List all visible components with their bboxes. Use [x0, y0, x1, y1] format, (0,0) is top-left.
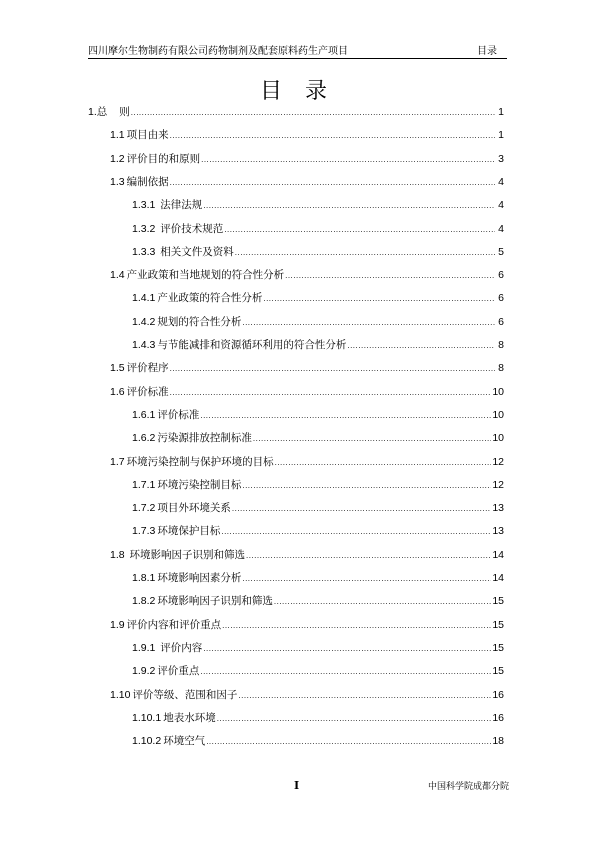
- toc-entry-number: 1.6: [110, 385, 125, 398]
- toc-entry[interactable]: [88, 663, 504, 679]
- toc-entry-page: 6: [498, 269, 504, 282]
- toc-entry-number: 1.5: [110, 362, 125, 375]
- toc-entry-page: 10: [492, 432, 504, 445]
- toc-entry[interactable]: [88, 547, 504, 563]
- toc-leader-dots: [242, 478, 491, 494]
- toc-leader-dots: [242, 315, 495, 331]
- toc-entry[interactable]: [88, 174, 504, 190]
- toc-entry[interactable]: [88, 733, 504, 749]
- toc-entry-title: 与节能减排和资源循环利用的符合性分析: [157, 339, 347, 351]
- toc-entry[interactable]: [88, 617, 504, 633]
- toc-leader-dots: [203, 641, 491, 657]
- toc-entry-page: 18: [492, 735, 504, 748]
- toc-entry-page: 4: [498, 175, 504, 188]
- toc-entry-number: 1.10: [110, 688, 131, 701]
- toc-entry-title: 环境影响因子识别和筛选: [157, 595, 273, 608]
- toc-leader-dots: [203, 198, 495, 214]
- toc-entry[interactable]: [88, 314, 504, 330]
- toc-entry-title: 产业政策的符合性分析: [157, 292, 263, 305]
- toc-leader-dots: [224, 222, 495, 238]
- toc-entry-page: 13: [492, 502, 504, 515]
- toc-entry-page: 10: [492, 385, 504, 398]
- toc-entry-title: 相关文件及资料: [160, 245, 234, 258]
- toc-entry[interactable]: [88, 127, 504, 143]
- toc-leader-dots: [131, 105, 495, 121]
- toc-leader-dots: [347, 338, 495, 354]
- toc-entry-page: 15: [492, 618, 504, 631]
- toc-entry-title: 环境影响因素分析: [157, 572, 242, 584]
- toc-entry-page: 16: [492, 711, 504, 724]
- toc-entry-page: 8: [498, 362, 504, 375]
- toc-entry-title: 评价目的和原则: [126, 152, 201, 165]
- toc-entry[interactable]: [88, 407, 504, 423]
- toc-entry[interactable]: [88, 290, 504, 306]
- toc-entry-number: 1.3: [110, 175, 125, 188]
- toc-entry-number: 1.3.1: [132, 199, 159, 212]
- toc-entry-number: 1.9.1: [132, 641, 159, 654]
- toc-leader-dots: [201, 152, 495, 168]
- toc-leader-dots: [200, 664, 491, 680]
- toc-entry-page: 15: [492, 665, 504, 678]
- toc-entry-number: 1.8.1: [132, 572, 156, 584]
- toc-entry-page: 13: [492, 525, 504, 538]
- toc-entry-number: 1.9: [110, 618, 125, 631]
- toc-entry-page: 5: [498, 245, 504, 258]
- toc-entry-page: 16: [492, 688, 504, 701]
- toc-entry-page: 3: [498, 152, 504, 165]
- toc-entry-page: 4: [498, 222, 504, 235]
- toc-entry-number: 1.4.1: [132, 292, 156, 305]
- toc-entry[interactable]: [88, 197, 504, 213]
- toc-entry-number: 1.4.3: [132, 339, 156, 351]
- toc-entry-title: 编制依据: [126, 175, 169, 188]
- header-section-label: 目录: [477, 46, 497, 57]
- toc-leader-dots: [235, 245, 495, 261]
- toc-entry-page: 1: [498, 129, 504, 142]
- toc-entry-number: 1.2: [110, 152, 125, 165]
- toc-entry-title: 评价技术规范: [160, 222, 224, 235]
- toc-entry[interactable]: [88, 640, 504, 656]
- toc-entry-page: 8: [498, 339, 504, 351]
- toc-entry[interactable]: [88, 500, 504, 516]
- page-title: 目 录: [260, 79, 335, 104]
- toc-entry[interactable]: [88, 384, 504, 400]
- toc-entry-title: 项目外环境关系: [157, 502, 231, 515]
- toc-entry[interactable]: [88, 244, 504, 260]
- toc-entry-number: 1.7: [110, 455, 125, 468]
- toc-entry-title: 规划的符合性分析: [157, 315, 242, 328]
- toc-leader-dots: [263, 291, 495, 307]
- toc-entry-number: 1.总: [88, 106, 108, 118]
- toc-entry-page: 15: [492, 595, 504, 608]
- toc-entry-number: 1.4.2: [132, 315, 156, 328]
- toc-entry[interactable]: [88, 710, 504, 726]
- toc-entry-title: 评价内容和评价重点: [126, 618, 222, 631]
- toc-entry[interactable]: [88, 687, 504, 703]
- toc-entry-title: 环境污染控制目标: [157, 478, 242, 491]
- toc-entry-page: 4: [498, 199, 504, 212]
- toc-entry-title: 评价标准: [126, 385, 169, 398]
- toc-leader-dots: [238, 688, 491, 704]
- toc-entry-number: 1.7.2: [132, 502, 156, 515]
- toc-entry-page: 1: [498, 106, 504, 118]
- toc-entry-number: 1.10.2: [132, 735, 162, 748]
- toc-leader-dots: [217, 711, 492, 727]
- toc-entry-page: 6: [498, 315, 504, 328]
- toc-entry-number: 1.7.3: [132, 525, 156, 538]
- toc-entry-title: 法律法规: [160, 199, 203, 212]
- toc-entry[interactable]: [88, 221, 504, 237]
- toc-entry[interactable]: [88, 360, 504, 376]
- toc-leader-dots: [242, 571, 491, 587]
- toc-entry-number: 1.3.2: [132, 222, 159, 235]
- toc-leader-dots: [170, 385, 492, 401]
- toc-entry-number: 1.8: [110, 548, 128, 561]
- toc-entry[interactable]: [88, 477, 504, 493]
- toc-entry-title: 污染源排放控制标准: [157, 432, 252, 445]
- toc-entry[interactable]: [88, 570, 504, 586]
- toc-leader-dots: [253, 431, 491, 447]
- footer-organization: 中国科学院成都分院: [428, 782, 510, 792]
- toc-entry-number: 1.8.2: [132, 595, 156, 608]
- toc-entry[interactable]: [88, 267, 504, 283]
- toc-leader-dots: [170, 128, 495, 144]
- toc-entry-title: 环境保护目标: [157, 525, 221, 538]
- toc-entry-title: 评价等级、范围和因子: [132, 688, 238, 701]
- toc-entry-number: 1.10.1: [132, 711, 162, 724]
- toc-leader-dots: [275, 455, 492, 471]
- toc-entry-title: 环境影响因子识别和筛选: [129, 548, 246, 561]
- toc-leader-dots: [274, 594, 491, 610]
- toc-entry-page: 12: [492, 455, 504, 468]
- toc-entry-title: 评价程序: [126, 362, 169, 375]
- toc-entry-title: 评价重点: [157, 665, 200, 678]
- toc-entry-title: 评价标准: [157, 408, 200, 421]
- toc-leader-dots: [222, 618, 491, 634]
- toc-entry-number: 1.3.3: [132, 245, 159, 258]
- toc-entry-title: 地表水环境: [163, 711, 216, 724]
- toc-entry-page: 10: [492, 408, 504, 421]
- toc-leader-dots: [170, 361, 495, 377]
- toc-entry[interactable]: [88, 593, 504, 609]
- toc-entry-page: 14: [492, 572, 504, 584]
- toc-leader-dots: [285, 268, 495, 284]
- running-header: [88, 38, 507, 59]
- toc-entry-title: 评价内容: [160, 641, 203, 654]
- toc-entry-number: 1.6.2: [132, 432, 156, 445]
- toc-leader-dots: [206, 734, 491, 750]
- toc-entry-title: 则: [119, 106, 130, 118]
- toc-entry-title: 项目由来: [126, 129, 169, 142]
- toc-entry-title: 产业政策和当地规划的符合性分析: [126, 269, 285, 282]
- toc-leader-dots: [246, 548, 491, 564]
- toc-entry-number: 1.1: [110, 129, 125, 142]
- toc-entry[interactable]: [88, 430, 504, 446]
- toc-entry[interactable]: [88, 523, 504, 539]
- footer-page-number: I: [294, 779, 300, 792]
- toc-leader-dots: [221, 524, 491, 540]
- toc-entry-number: 1.4: [110, 269, 125, 282]
- toc-entry-number: 1.7.1: [132, 478, 156, 491]
- toc-entry[interactable]: [88, 337, 504, 353]
- toc-entry-number: 1.6.1: [132, 408, 156, 421]
- toc-leader-dots: [200, 408, 491, 424]
- toc-entry-page: 14: [492, 548, 504, 561]
- toc-entry[interactable]: [88, 454, 504, 470]
- toc-entry-title: 环境污染控制与保护环境的目标: [126, 455, 274, 468]
- toc-entry[interactable]: [88, 151, 504, 167]
- toc-entry-number: 1.9.2: [132, 665, 156, 678]
- toc-entry-page: 15: [492, 641, 504, 654]
- toc-entry-page: 12: [492, 478, 504, 491]
- toc-leader-dots: [170, 175, 495, 191]
- toc-entry-page: 6: [498, 292, 504, 305]
- toc-leader-dots: [232, 501, 491, 517]
- toc-entry[interactable]: [88, 104, 504, 120]
- toc-entry-title: 环境空气: [163, 735, 206, 748]
- header-project-title: 四川摩尔生物制药有限公司药物制剂及配套原料药生产项目: [88, 46, 348, 57]
